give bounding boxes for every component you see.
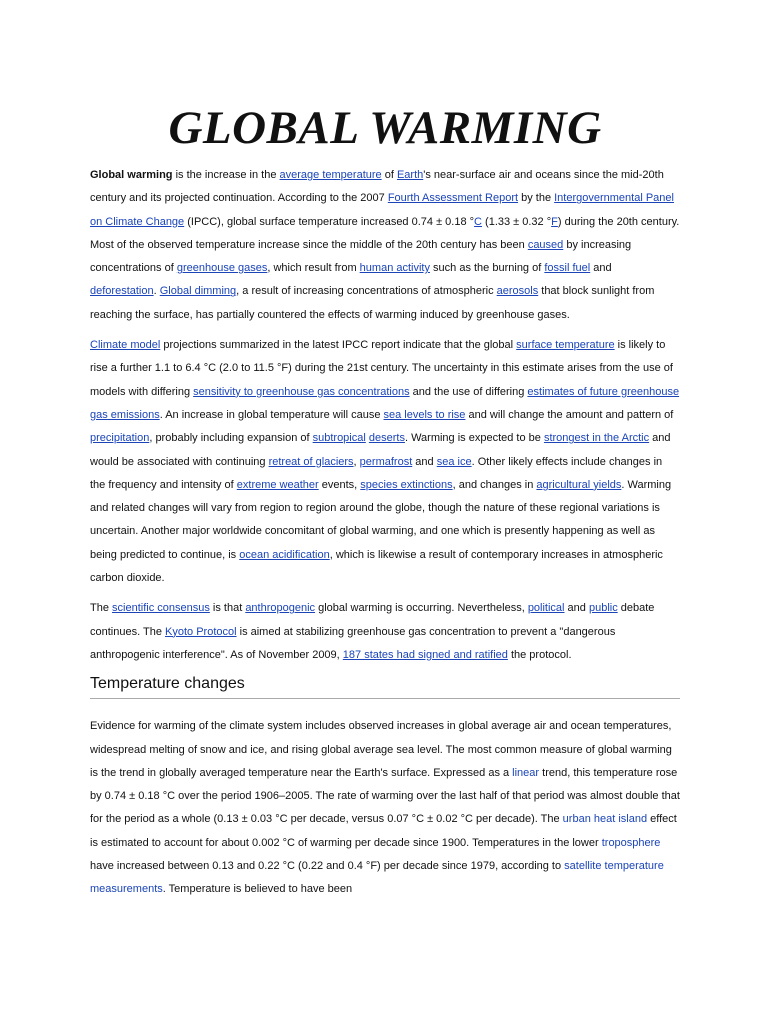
text-span: (1.33 ± 0.32 ° [481,215,552,228]
text-span: Evidence for warming of the climate system includes observed increases in global average air and ocean temperatures, widespread melting of snow and ice, and rising global average sea level. The most common measure of global warming is the trend in globally averaged temperature near the Earth's surface. Expressed as a [90,720,672,779]
link-earth[interactable]: Earth [396,169,424,181]
text-span: . An increase in global temperature will cause [159,408,384,421]
link-scientific-consensus[interactable]: scientific consensus [112,602,210,615]
text-span: , which result from [267,262,360,275]
text-span: , probably including expansion of [149,432,313,445]
link-subtropical[interactable]: subtropical [312,432,366,445]
link-kyoto-protocol[interactable]: Kyoto Protocol [165,625,237,638]
document-title: GLOBAL WARMING [168,102,602,154]
link-agricultural-yields[interactable]: agricultural yields [536,478,622,491]
link-linear[interactable]: linear [512,766,540,779]
link-aerosols[interactable]: aerosols [496,285,539,298]
temperature-paragraph [90,715,680,901]
link-fahrenheit[interactable]: F [551,215,558,228]
text-span: and the use of differing [409,385,528,398]
link-retreat-of-glaciers[interactable]: retreat of glaciers [268,455,354,468]
text-span: , a result of increasing concentrations of atmospheric [236,285,497,298]
link-187-states[interactable]: 187 states had signed and ratified [342,648,508,661]
text-span: is likely to rise a further 1.1 to 6.4 °C (2.0 to 11.5 °F) during the 21st century. The uncertainty in this estimate arises from the use of models with differing [90,339,673,398]
link-extreme-weather[interactable]: extreme weather [236,478,319,491]
link-global-dimming[interactable]: Global dimming [159,285,237,298]
link-sea-ice[interactable]: sea ice [436,455,472,468]
text-span: is aimed at stabilizing greenhouse gas concentration to prevent a "dangerous anthropogenic interference". As of November 2009, [90,625,616,661]
text-span: . Other likely effects include changes in the frequency and intensity of [90,455,663,491]
text-span: of [381,169,397,181]
link-fossil-fuel[interactable]: fossil fuel [544,262,591,275]
text-span: projections summarized in the latest IPCC report indicate that the global [160,339,517,352]
link-ipcc[interactable]: Intergovernmental Panel on Climate Change [90,192,674,228]
link-average-temperature[interactable]: average temperature [279,169,382,181]
text-span: and [412,455,437,468]
link-anthropogenic[interactable]: anthropogenic [245,602,316,615]
text-span: that block sunlight from reaching the surface, has partially countered the effects of warming induced by greenhouse gases. [90,285,655,321]
link-emission-estimates[interactable]: estimates of future greenhouse gas emissions [90,385,680,421]
link-precipitation[interactable]: precipitation [90,432,150,445]
projections-paragraph [90,334,680,590]
text-span: trend, this temperature rose by 0.74 ± 0.18 °C over the period 1906–2005. The rate of warming over the last half of that period was almost double that for the period as a whole (0.13 ± 0.03 °C per decade, versus 0.07 °C ± 0.02 °C per decade). The [90,766,680,826]
link-celsius[interactable]: C [474,215,482,228]
intro-paragraph [90,164,680,327]
link-urban-heat-island[interactable]: urban heat island [562,813,648,826]
text-span: is that [209,602,246,615]
consensus-paragraph [90,597,680,667]
text-span: The [90,602,113,615]
text-span: global warming is occurring. Nevertheless, [315,602,528,615]
link-greenhouse-gases[interactable]: greenhouse gases [176,262,268,275]
section-heading-temperature-changes: Temperature changes [90,673,680,699]
link-public[interactable]: public [588,602,618,615]
text-span: 's near-surface air and oceans since the mid-20th century and its projected continuation. According to the 2007 [90,169,664,205]
text-span: the protocol. [507,648,572,661]
text-span: is the increase in the [172,169,280,181]
text-span: events, [318,478,361,491]
link-species-extinctions[interactable]: species extinctions [360,478,453,491]
text-span: such as the burning of [429,262,545,275]
link-fourth-assessment-report[interactable]: Fourth Assessment Report [387,192,519,205]
text-span: , which is likewise a result of contemporary increases in atmospheric carbon dioxide. [90,548,663,585]
link-political[interactable]: political [527,602,565,615]
link-surface-temperature[interactable]: surface temperature [516,339,615,352]
text-span: by the [518,192,555,205]
text-span: . Warming is expected to be [404,432,544,445]
link-ocean-acidification[interactable]: ocean acidification [239,548,330,561]
link-deforestation[interactable]: deforestation [90,285,154,298]
text-span: , [353,455,360,468]
text-span: and [590,262,612,275]
link-troposphere[interactable]: troposphere [601,836,661,849]
link-caused[interactable]: caused [527,238,564,251]
text-span: and will change the amount and pattern of [465,408,674,421]
text-span: have increased between 0.13 and 0.22 °C (0.22 and 0.4 °F) per decade since 1979, according to [90,860,565,873]
link-satellite-temperature[interactable]: satellite temperature measurements [90,860,664,896]
link-arctic[interactable]: strongest in the Arctic [543,432,650,445]
link-deserts[interactable]: deserts [368,432,405,445]
text-span: and [564,602,589,615]
text-span: effect is estimated to account for about 0.002 °C of warming per decade since 1900. Temperatures in the lower [90,813,677,849]
text-span: by increasing concentrations of [90,238,632,275]
link-permafrost[interactable]: permafrost [359,455,413,468]
text-span: debate continues. The [90,602,655,638]
text-span: ) during the 20th century. Most of the observed temperature increase since the middle of the 20th century has been [90,215,680,251]
bold-term: Global warming [90,169,173,181]
link-human-activity[interactable]: human activity [359,262,430,275]
document-page [90,100,680,902]
link-climate-sensitivity[interactable]: sensitivity to greenhouse gas concentrations [193,385,410,398]
text-span: . Warming and related changes will vary from region to region around the globe, though the nature of these regional variations is uncertain. Another major worldwide concomitant of global warming, and one which is presently happening as well as being predicted to continue, is [90,478,672,561]
text-span: . Temperature is believed to have been [162,883,353,896]
link-climate-model[interactable]: Climate model [90,339,161,352]
text-span: (IPCC), global surface temperature increased 0.74 ± 0.18 ° [184,215,475,228]
text-span: , and changes in [452,478,537,491]
text-span: and would be associated with continuing [90,432,671,468]
text-span: . [153,285,160,298]
link-sea-levels[interactable]: sea levels to rise [383,408,466,421]
